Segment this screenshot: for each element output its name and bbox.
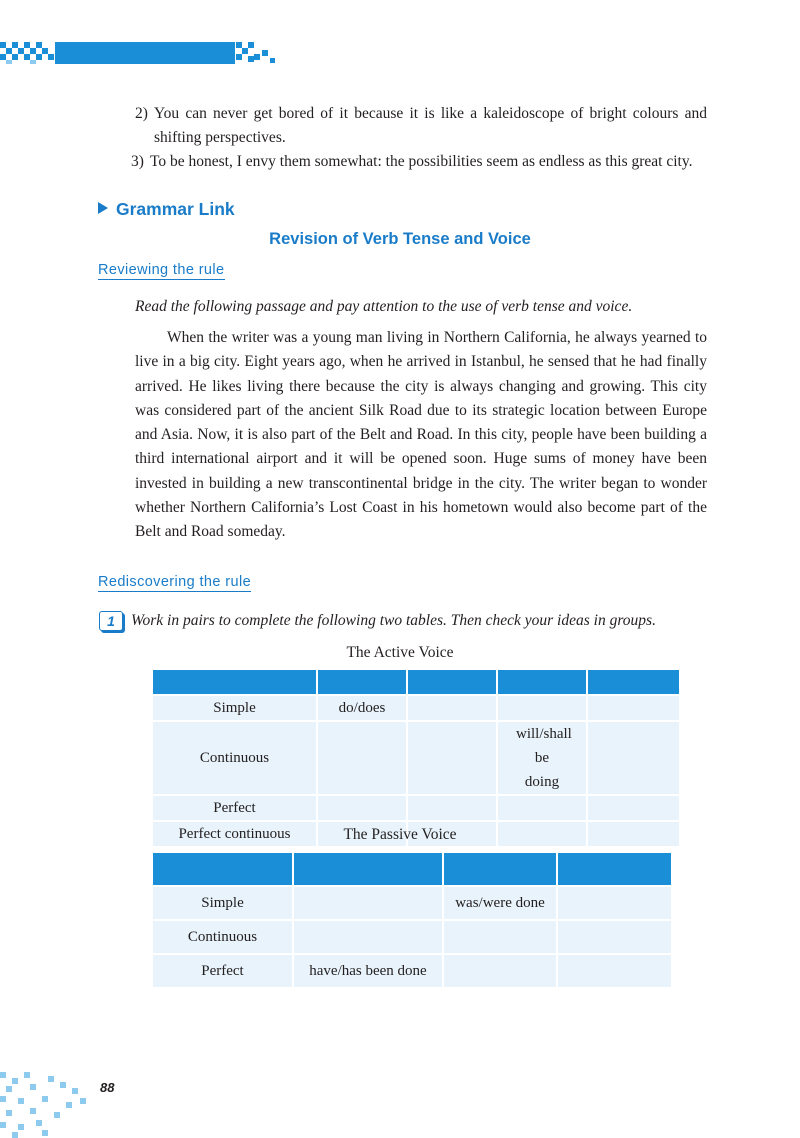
active-voice-caption: The Active Voice [346,644,454,661]
active-voice-table [153,670,679,848]
exercise-number-badge: 1 [99,611,123,631]
reviewing-rule-heading: Reviewing the rule [98,262,225,278]
rediscovering-rule-heading: Rediscovering the rule [98,574,252,590]
list-item: 3) To be honest, I envy them somewhat: the possibilities seem as endless as this great city. [131,153,693,170]
numbered-list [131,102,707,174]
page-number: 88 [100,1080,115,1095]
grammar-link-heading: Grammar Link [98,199,235,220]
table-row: Perfect have/has been done [153,954,671,988]
table-header-row [153,670,679,695]
header-decoration [0,42,800,64]
table-header-row [153,853,671,886]
passive-voice-caption: The Passive Voice [343,826,457,843]
footer-decoration [0,1068,92,1138]
table-row: Perfect continuous [153,821,679,847]
reviewing-instruction: Read the following passage and pay attention to the use of verb tense and voice. [135,298,633,315]
table-row: Perfect [153,795,679,821]
table-row: Continuous [153,920,671,954]
section-title: Revision of Verb Tense and Voice [269,230,531,248]
table-row: Continuous will/shall be doing [153,721,679,795]
list-item: 2) You can never get bored of it because it is like a kaleidoscope of bright colours and shifting perspectives. [135,105,707,146]
passive-voice-table [153,853,671,989]
triangle-bullet-icon [98,202,108,214]
exercise-instruction: Work in pairs to complete the following two tables. Then check your ideas in groups. [131,612,656,629]
table-row: Simple was/were done [153,886,671,920]
reading-passage: When the writer was a young man living in Northern California, he always yearned to live in a big city. Eight years ago, when he arrived in Istanbul, he sensed that he had finally arrived. He likes living there because the city is always changing and growing. This city was considered part of the ancient Silk Road due to its strategic location between Europe and Asia. Now, it is also part of the Belt and Road. In this city, people have been building a third international airport and it will be opened soon. Huge sums of money have been invested in building a new transcontinental bridge in the city. The writer began to wonder whether Northern California’s Lost Coast in his hometown would also become part of the Belt and Road someday. [135,329,707,541]
table-row: Simple do/does [153,695,679,721]
